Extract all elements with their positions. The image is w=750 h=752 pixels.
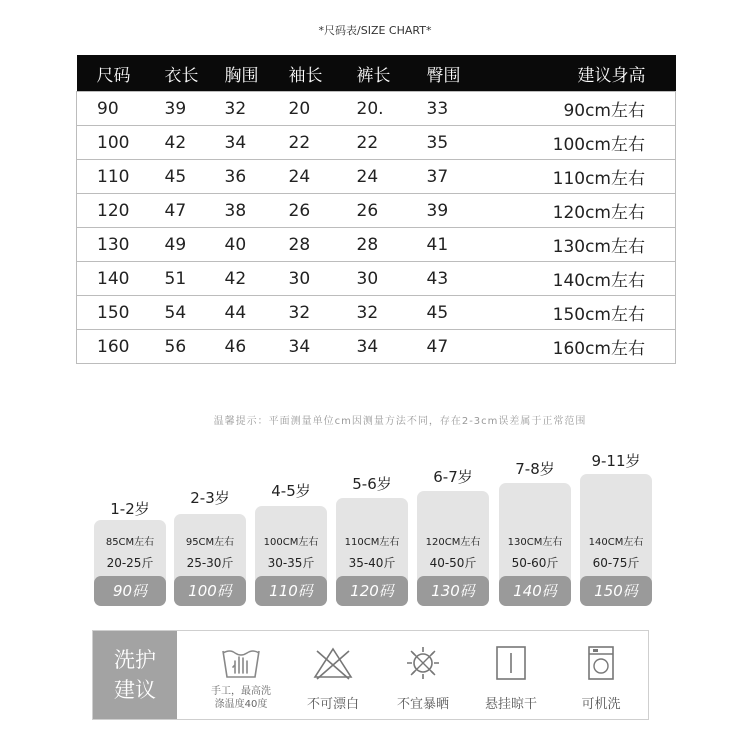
cell-length: 47 bbox=[165, 194, 225, 228]
size-code-badge: 100码 bbox=[174, 576, 246, 606]
table-row bbox=[77, 126, 676, 160]
cell-hip: 37 bbox=[427, 160, 513, 194]
care-label-hand-wash bbox=[201, 685, 281, 711]
cell-hip: 47 bbox=[427, 330, 513, 364]
cell-chest: 38 bbox=[225, 194, 289, 228]
cell-pants-length: 26 bbox=[357, 194, 427, 228]
care-item-hand-wash bbox=[201, 631, 281, 719]
age-label: 6-7岁 bbox=[433, 468, 473, 486]
age-weight: 20-25斤 bbox=[106, 556, 154, 570]
cell-size: 150 bbox=[77, 296, 165, 330]
cell-suggested-height: 150cm左右 bbox=[513, 296, 676, 330]
cell-pants-length: 24 bbox=[357, 160, 427, 194]
care-label-hang-dry: 悬挂晾干 bbox=[484, 697, 537, 712]
cell-length: 45 bbox=[165, 160, 225, 194]
age-height: 95CM左右 bbox=[185, 537, 235, 548]
cell-length: 54 bbox=[165, 296, 225, 330]
measurement-tip: 温馨提示：平面测量单位cm因测量方法不同，存在2-3cm误差属于正常范围 bbox=[213, 416, 587, 427]
age-size-guide bbox=[0, 440, 750, 620]
cell-sleeve: 30 bbox=[289, 262, 357, 296]
care-heading bbox=[93, 631, 177, 719]
cell-chest: 44 bbox=[225, 296, 289, 330]
hand-wash-icon bbox=[219, 643, 263, 683]
cell-size: 90 bbox=[77, 92, 165, 126]
no-sun-dry-icon bbox=[401, 643, 445, 683]
age-weight: 25-30斤 bbox=[186, 556, 234, 570]
care-item-hang-dry bbox=[471, 631, 551, 719]
cell-size: 100 bbox=[77, 126, 165, 160]
table-row bbox=[77, 92, 676, 126]
table-header-row bbox=[77, 55, 676, 92]
size-table bbox=[76, 55, 676, 364]
age-label: 4-5岁 bbox=[271, 482, 311, 500]
cell-sleeve: 28 bbox=[289, 228, 357, 262]
chart-title: *尺码表/SIZE CHART* bbox=[318, 24, 432, 37]
cell-hip: 43 bbox=[427, 262, 513, 296]
cell-size: 140 bbox=[77, 262, 165, 296]
cell-hip: 33 bbox=[427, 92, 513, 126]
size-code-badge: 110码 bbox=[255, 576, 327, 606]
cell-hip: 39 bbox=[427, 194, 513, 228]
cell-chest: 34 bbox=[225, 126, 289, 160]
header-hip: 臀围 bbox=[427, 55, 513, 92]
cell-chest: 32 bbox=[225, 92, 289, 126]
age-label: 5-6岁 bbox=[352, 475, 392, 493]
no-bleach-icon bbox=[311, 643, 355, 683]
table-row bbox=[77, 296, 676, 330]
age-weight: 40-50斤 bbox=[429, 556, 477, 570]
cell-length: 49 bbox=[165, 228, 225, 262]
age-label: 7-8岁 bbox=[515, 460, 555, 478]
cell-pants-length: 30 bbox=[357, 262, 427, 296]
size-code-badge: 120码 bbox=[336, 576, 408, 606]
size-code-badge: 130码 bbox=[417, 576, 489, 606]
cell-suggested-height: 90cm左右 bbox=[513, 92, 676, 126]
care-label-no-sun-dry: 不宜暴晒 bbox=[396, 697, 449, 712]
age-height: 110CM左右 bbox=[344, 537, 400, 548]
age-height: 120CM左右 bbox=[425, 537, 481, 548]
care-label-hand-wash-line1: 手工，最高洗 bbox=[211, 686, 271, 697]
age-label: 2-3岁 bbox=[190, 489, 230, 507]
header-pants-length: 裤长 bbox=[357, 55, 427, 92]
cell-suggested-height: 140cm左右 bbox=[513, 262, 676, 296]
cell-length: 56 bbox=[165, 330, 225, 364]
header-length: 衣长 bbox=[165, 55, 225, 92]
care-item-no-bleach bbox=[293, 631, 373, 719]
table-row bbox=[77, 160, 676, 194]
cell-sleeve: 26 bbox=[289, 194, 357, 228]
cell-chest: 46 bbox=[225, 330, 289, 364]
cell-suggested-height: 130cm左右 bbox=[513, 228, 676, 262]
care-item-machine-wash bbox=[561, 631, 641, 719]
age-weight: 60-75斤 bbox=[592, 556, 640, 570]
size-code-badge: 150码 bbox=[580, 576, 652, 606]
age-height: 140CM左右 bbox=[588, 537, 644, 548]
care-item-no-sun-dry bbox=[383, 631, 463, 719]
cell-sleeve: 34 bbox=[289, 330, 357, 364]
size-code-badge: 140码 bbox=[499, 576, 571, 606]
cell-chest: 40 bbox=[225, 228, 289, 262]
table-row bbox=[77, 228, 676, 262]
care-label-no-bleach: 不可漂白 bbox=[306, 697, 359, 712]
age-height: 100CM左右 bbox=[263, 537, 319, 548]
care-label-hand-wash-line2: 涤温度40度 bbox=[214, 699, 268, 710]
table-row bbox=[77, 194, 676, 228]
cell-length: 39 bbox=[165, 92, 225, 126]
age-height: 85CM左右 bbox=[105, 537, 155, 548]
hang-dry-icon bbox=[489, 643, 533, 683]
cell-length: 51 bbox=[165, 262, 225, 296]
age-weight: 30-35斤 bbox=[267, 556, 315, 570]
header-sleeve: 袖长 bbox=[289, 55, 357, 92]
cell-length: 42 bbox=[165, 126, 225, 160]
table-row bbox=[77, 330, 676, 364]
cell-size: 120 bbox=[77, 194, 165, 228]
cell-suggested-height: 120cm左右 bbox=[513, 194, 676, 228]
table-row bbox=[77, 262, 676, 296]
cell-chest: 36 bbox=[225, 160, 289, 194]
cell-chest: 42 bbox=[225, 262, 289, 296]
age-label: 9-11岁 bbox=[591, 452, 641, 470]
cell-suggested-height: 160cm左右 bbox=[513, 330, 676, 364]
cell-hip: 45 bbox=[427, 296, 513, 330]
cell-size: 130 bbox=[77, 228, 165, 262]
header-suggested-height: 建议身高 bbox=[513, 55, 676, 92]
age-weight: 50-60斤 bbox=[511, 556, 559, 570]
cell-pants-length: 32 bbox=[357, 296, 427, 330]
age-label: 1-2岁 bbox=[110, 500, 150, 518]
care-instructions bbox=[92, 630, 649, 720]
age-weight: 35-40斤 bbox=[348, 556, 396, 570]
cell-size: 110 bbox=[77, 160, 165, 194]
cell-hip: 41 bbox=[427, 228, 513, 262]
care-heading-line1: 洗护 bbox=[114, 648, 156, 672]
care-heading-line2: 建议 bbox=[114, 678, 156, 702]
care-label-machine-wash: 可机洗 bbox=[581, 697, 621, 712]
cell-suggested-height: 100cm左右 bbox=[513, 126, 676, 160]
cell-suggested-height: 110cm左右 bbox=[513, 160, 676, 194]
cell-pants-length: 20. bbox=[357, 92, 427, 126]
machine-wash-icon bbox=[579, 643, 623, 683]
size-code-badge: 90码 bbox=[94, 576, 166, 606]
cell-sleeve: 24 bbox=[289, 160, 357, 194]
cell-sleeve: 22 bbox=[289, 126, 357, 160]
cell-pants-length: 22 bbox=[357, 126, 427, 160]
header-chest: 胸围 bbox=[225, 55, 289, 92]
cell-pants-length: 28 bbox=[357, 228, 427, 262]
cell-pants-length: 34 bbox=[357, 330, 427, 364]
cell-size: 160 bbox=[77, 330, 165, 364]
cell-sleeve: 20 bbox=[289, 92, 357, 126]
age-height: 130CM左右 bbox=[507, 537, 563, 548]
cell-hip: 35 bbox=[427, 126, 513, 160]
cell-sleeve: 32 bbox=[289, 296, 357, 330]
header-size: 尺码 bbox=[77, 55, 165, 92]
